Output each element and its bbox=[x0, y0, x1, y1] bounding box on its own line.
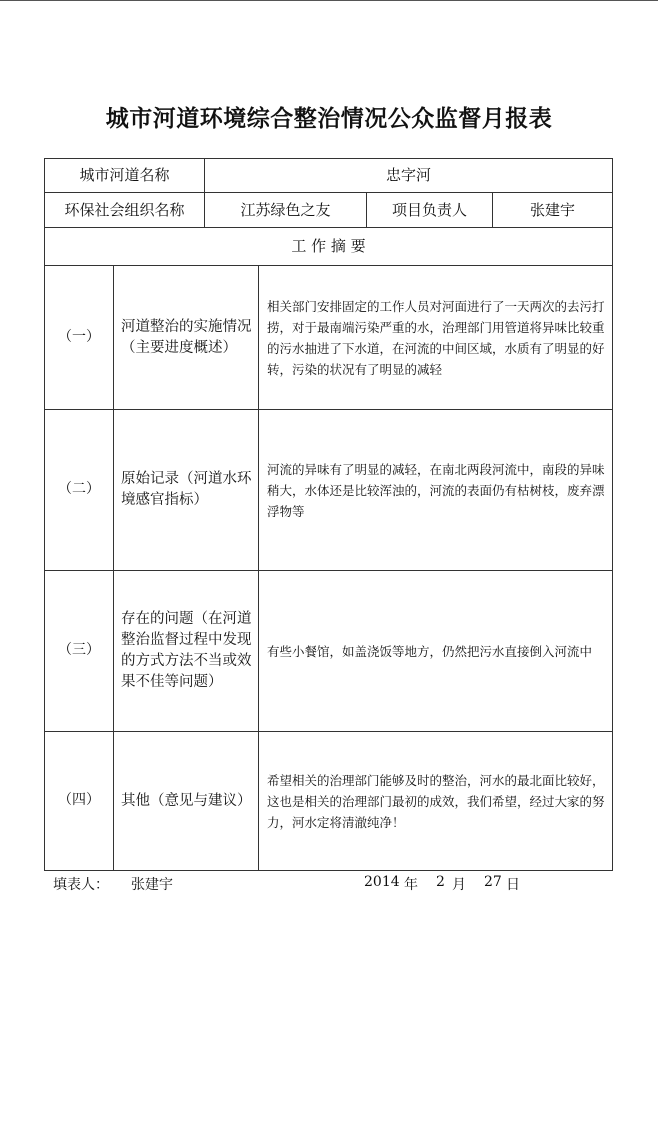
section-topic: 原始记录（河道水环境感官指标） bbox=[121, 471, 252, 508]
date-month-unit: 月 bbox=[452, 877, 466, 893]
section-topic: 其他（意见与建议） bbox=[121, 792, 252, 809]
section-content: 相关部门安排固定的工作人员对河面进行了一天两次的去污打捞，对于最南端污染严重的水，治理部门用管道将异味比较重的污水抽进了下水道，在河流的中间区域，水质有了明显的好转，污染的状况有了明显的减轻 bbox=[267, 298, 605, 377]
section-content: 河流的异味有了明显的减轻，在南北两段河流中，南段的异味稍大，水体还是比较浑浊的，河流的表面仍有枯树枝，废弃漂浮物等 bbox=[267, 461, 605, 519]
filler-name: 张建宇 bbox=[131, 877, 173, 893]
project-leader-value: 张建宇 bbox=[529, 200, 575, 219]
section-number: （二） bbox=[58, 481, 100, 498]
section-content: 有些小餐馆，如盖浇饭等地方，仍然把污水直接倒入河流中 bbox=[267, 643, 593, 659]
date-year: 2014 bbox=[364, 874, 400, 890]
top-border-line bbox=[0, 0, 658, 1]
date-day-unit: 日 bbox=[506, 877, 520, 893]
org-name-label: 环保社会组织名称 bbox=[64, 200, 185, 219]
org-name-value: 江苏绿色之友 bbox=[240, 200, 331, 219]
river-name-label: 城市河道名称 bbox=[79, 166, 170, 184]
filler-label: 填表人： bbox=[53, 877, 109, 893]
section-number: （四） bbox=[58, 792, 100, 809]
report-form-table bbox=[44, 158, 613, 871]
work-summary-header: 工 作 摘 要 bbox=[291, 237, 366, 255]
river-name-value: 忠字河 bbox=[385, 166, 431, 184]
date-month: 2 bbox=[436, 874, 445, 890]
date-year-unit: 年 bbox=[404, 877, 418, 893]
section-topic: 河道整治的实施情况（主要进度概述） bbox=[121, 318, 252, 356]
project-leader-label: 项目负责人 bbox=[391, 200, 467, 219]
section-number: （三） bbox=[58, 642, 100, 659]
section-content: 希望相关的治理部门能够及时的整治，河水的最北面比较好，这也是相关的治理部门最初的成效，我们希望，经过大家的努力，河水定将清澈纯净！ bbox=[267, 772, 605, 830]
section-topic: 存在的问题（在河道整治监督过程中发现的方式方法不当或效果不佳等问题） bbox=[121, 611, 252, 690]
section-number: （一） bbox=[58, 328, 100, 345]
page-title: 城市河道环境综合整治情况公众监督月报表 bbox=[105, 105, 553, 132]
date-day: 27 bbox=[484, 874, 502, 890]
form-footer bbox=[0, 874, 658, 896]
